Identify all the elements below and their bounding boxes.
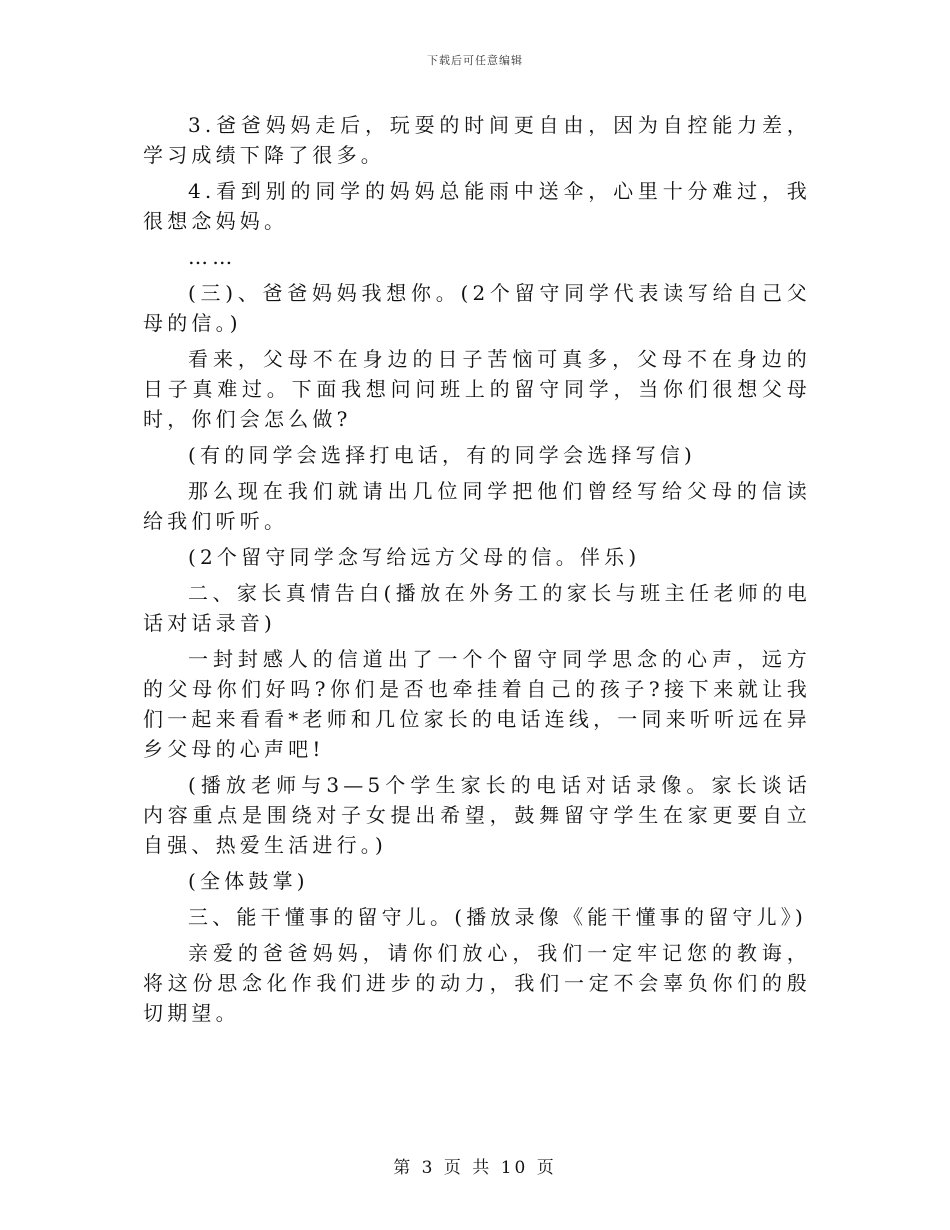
paragraph: (2个留守同学念写给远方父母的信。伴乐) <box>188 545 641 569</box>
header-note: 下载后可任意编辑 <box>427 54 523 67</box>
page-number: 第 3 页 共 10 页 <box>393 1158 557 1178</box>
paragraph: 一封封感人的信道出了一个个留守同学思念的心声，远方的父母你们好吗?你们是否也牵挂着自己的孩子?接下来就让我们一起来看看*老师和几位家长的电话连线，一同来听听远在异乡父母的心声吧! <box>143 647 811 761</box>
paragraph: (有的同学会选择打电话，有的同学会选择写信) <box>188 443 697 467</box>
paragraph: 看来，父母不在身边的日子苦恼可真多，父母不在身边的日子真难过。下面我想问问班上的留守同学，当你们很想父母时，你们会怎么做? <box>143 347 811 431</box>
paragraph: (播放老师与3—5个学生家长的电话对话录像。家长谈话内容重点是围绕对子女提出希望，鼓舞留守学生在家更要自立自强、热爱生活进行。) <box>143 773 811 857</box>
paragraph: 4.看到别的同学的妈妈总能雨中送伞，心里十分难过，我很想念妈妈。 <box>143 179 811 233</box>
paragraph: …… <box>188 245 237 269</box>
paragraph: (全体鼓掌) <box>188 869 309 893</box>
paragraph: 那么现在我们就请出几位同学把他们曾经写给父母的信读给我们听听。 <box>143 479 811 533</box>
paragraph: 亲爱的爸爸妈妈，请你们放心，我们一定牢记您的教诲，将这份思念化作我们进步的动力，我们一定不会辜负你们的殷切期望。 <box>143 941 811 1025</box>
paragraph: (三)、爸爸妈妈我想你。(2个留守同学代表读写给自己父母的信。) <box>143 281 811 335</box>
paragraph: 二、家长真情告白(播放在外务工的家长与班主任老师的电话对话录音) <box>143 581 811 635</box>
paragraph: 3.爸爸妈妈走后，玩耍的时间更自由，因为自控能力差，学习成绩下降了很多。 <box>143 113 811 167</box>
document-body <box>143 110 811 1034</box>
paragraph: 三、能干懂事的留守儿。(播放录像《能干懂事的留守儿》) <box>188 905 808 929</box>
